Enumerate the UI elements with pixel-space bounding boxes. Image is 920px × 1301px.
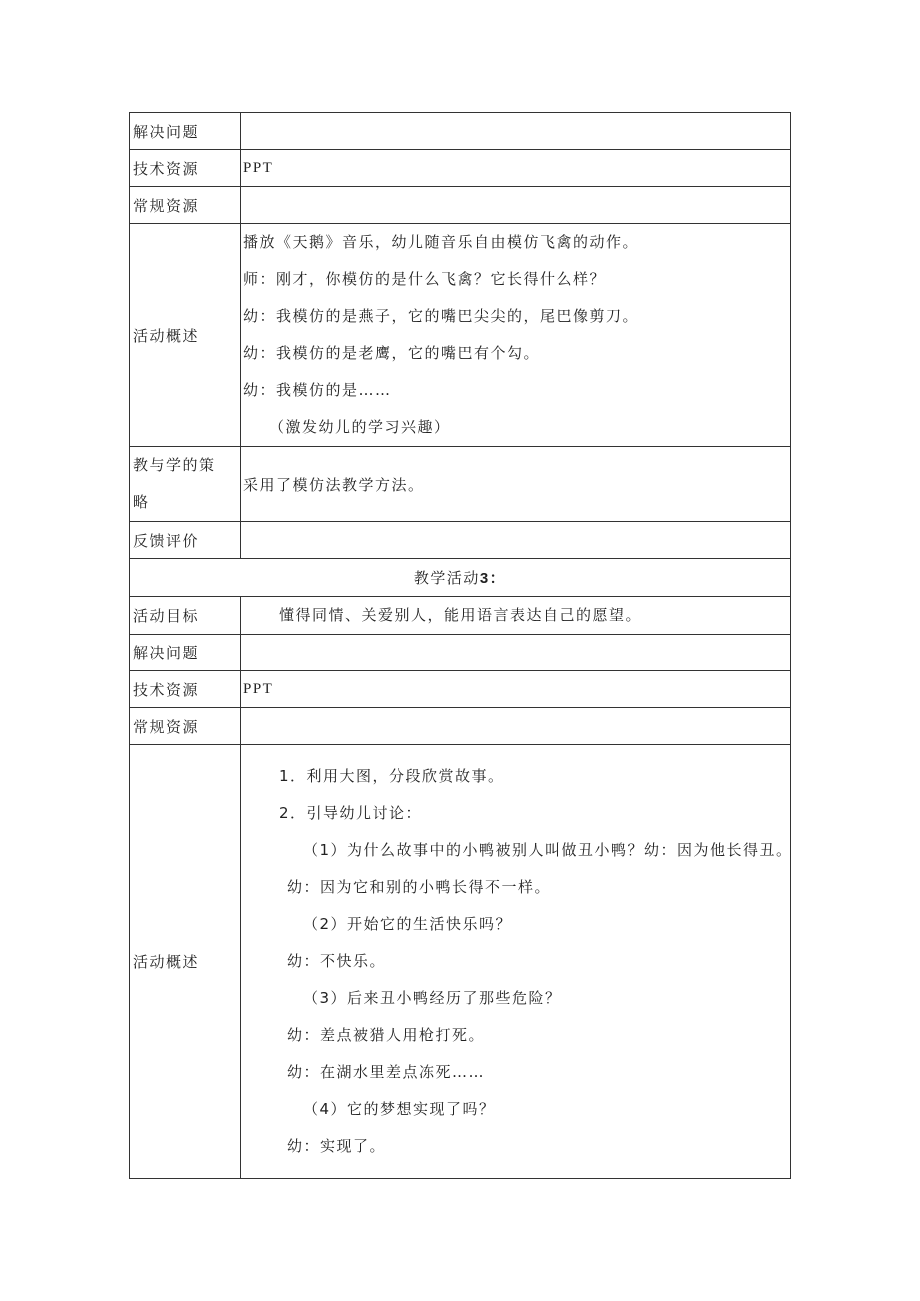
value-regular-resources-2 (241, 708, 791, 745)
section-header (130, 559, 791, 597)
value-activity-overview-2 (241, 745, 791, 1179)
row-regular-resources-2 (130, 708, 791, 745)
label-activity-overview-1: 活动概述 (130, 224, 241, 447)
overview-2-line: （4）它的梦想实现了吗？ (303, 1100, 496, 1118)
label-teaching-strategy-line1: 教与学的策 (133, 456, 216, 474)
label-tech-resources: 技术资源 (130, 150, 241, 187)
row-feedback (130, 522, 791, 559)
overview-2-line: 幼：不快乐。 (287, 952, 387, 970)
row-problem-solving (130, 113, 791, 150)
value-regular-resources (241, 187, 791, 224)
overview-1-line: 幼：我模仿的是老鹰，它的嘴巴有个勾。 (243, 344, 541, 362)
row-tech-resources (130, 150, 791, 187)
label-activity-goal: 活动目标 (130, 597, 241, 635)
row-activity-overview-1 (130, 224, 791, 447)
label-feedback: 反馈评价 (130, 522, 241, 559)
row-activity-overview-2 (130, 745, 791, 1179)
activity-goal-text: 懂得同情、关爱别人，能用语言表达自己的愿望。 (279, 606, 643, 624)
row-section-header (130, 559, 791, 597)
value-activity-goal (241, 597, 791, 635)
overview-2-line: 1．利用大图，分段欣赏故事。 (279, 767, 505, 785)
label-teaching-strategy-line2: 略 (133, 493, 150, 511)
row-activity-goal (130, 597, 791, 635)
overview-1-line: 师：刚才，你模仿的是什么飞禽？它长得什么样？ (243, 270, 607, 288)
label-activity-overview-2: 活动概述 (130, 745, 241, 1179)
row-regular-resources (130, 187, 791, 224)
overview-2-line: （1）为什么故事中的小鸭被别人叫做丑小鸭？幼：因为他长得丑。 (303, 841, 793, 859)
label-teaching-strategy (130, 447, 241, 522)
overview-2-line: （3）后来丑小鸭经历了那些危险？ (303, 989, 562, 1007)
overview-1-line: 幼：我模仿的是…… (243, 381, 392, 399)
value-feedback (241, 522, 791, 559)
lesson-plan-table (129, 112, 791, 1179)
value-tech-resources-2: PPT (241, 671, 791, 708)
overview-2-line: 2．引导幼儿讨论： (279, 804, 423, 822)
value-problem-solving (241, 113, 791, 150)
section-header-number: 3： (479, 570, 507, 587)
overview-1-line: 播放《天鹅》音乐，幼儿随音乐自由模仿飞禽的动作。 (243, 233, 640, 251)
overview-1-line: 幼：我模仿的是燕子，它的嘴巴尖尖的，尾巴像剪刀。 (243, 307, 640, 325)
label-problem-solving-2: 解决问题 (130, 635, 241, 671)
value-tech-resources: PPT (241, 150, 791, 187)
value-activity-overview-1 (241, 224, 791, 447)
overview-1-line: （激发幼儿的学习兴趣） (269, 418, 451, 436)
overview-2-line: 幼：在湖水里差点冻死…… (287, 1063, 486, 1081)
value-problem-solving-2 (241, 635, 791, 671)
label-regular-resources-2: 常规资源 (130, 708, 241, 745)
row-tech-resources-2 (130, 671, 791, 708)
row-problem-solving-2 (130, 635, 791, 671)
overview-2-line: 幼：实现了。 (287, 1137, 387, 1155)
overview-2-line: 幼：因为它和别的小鸭长得不一样。 (287, 878, 552, 896)
value-teaching-strategy: 采用了模仿法教学方法。 (241, 447, 791, 522)
label-tech-resources-2: 技术资源 (130, 671, 241, 708)
section-header-text: 教学活动 (413, 569, 480, 587)
overview-2-line: （2）开始它的生活快乐吗？ (303, 915, 513, 933)
label-problem-solving: 解决问题 (130, 113, 241, 150)
label-regular-resources: 常规资源 (130, 187, 241, 224)
overview-2-line: 幼：差点被猎人用枪打死。 (287, 1026, 486, 1044)
row-teaching-strategy (130, 447, 791, 522)
